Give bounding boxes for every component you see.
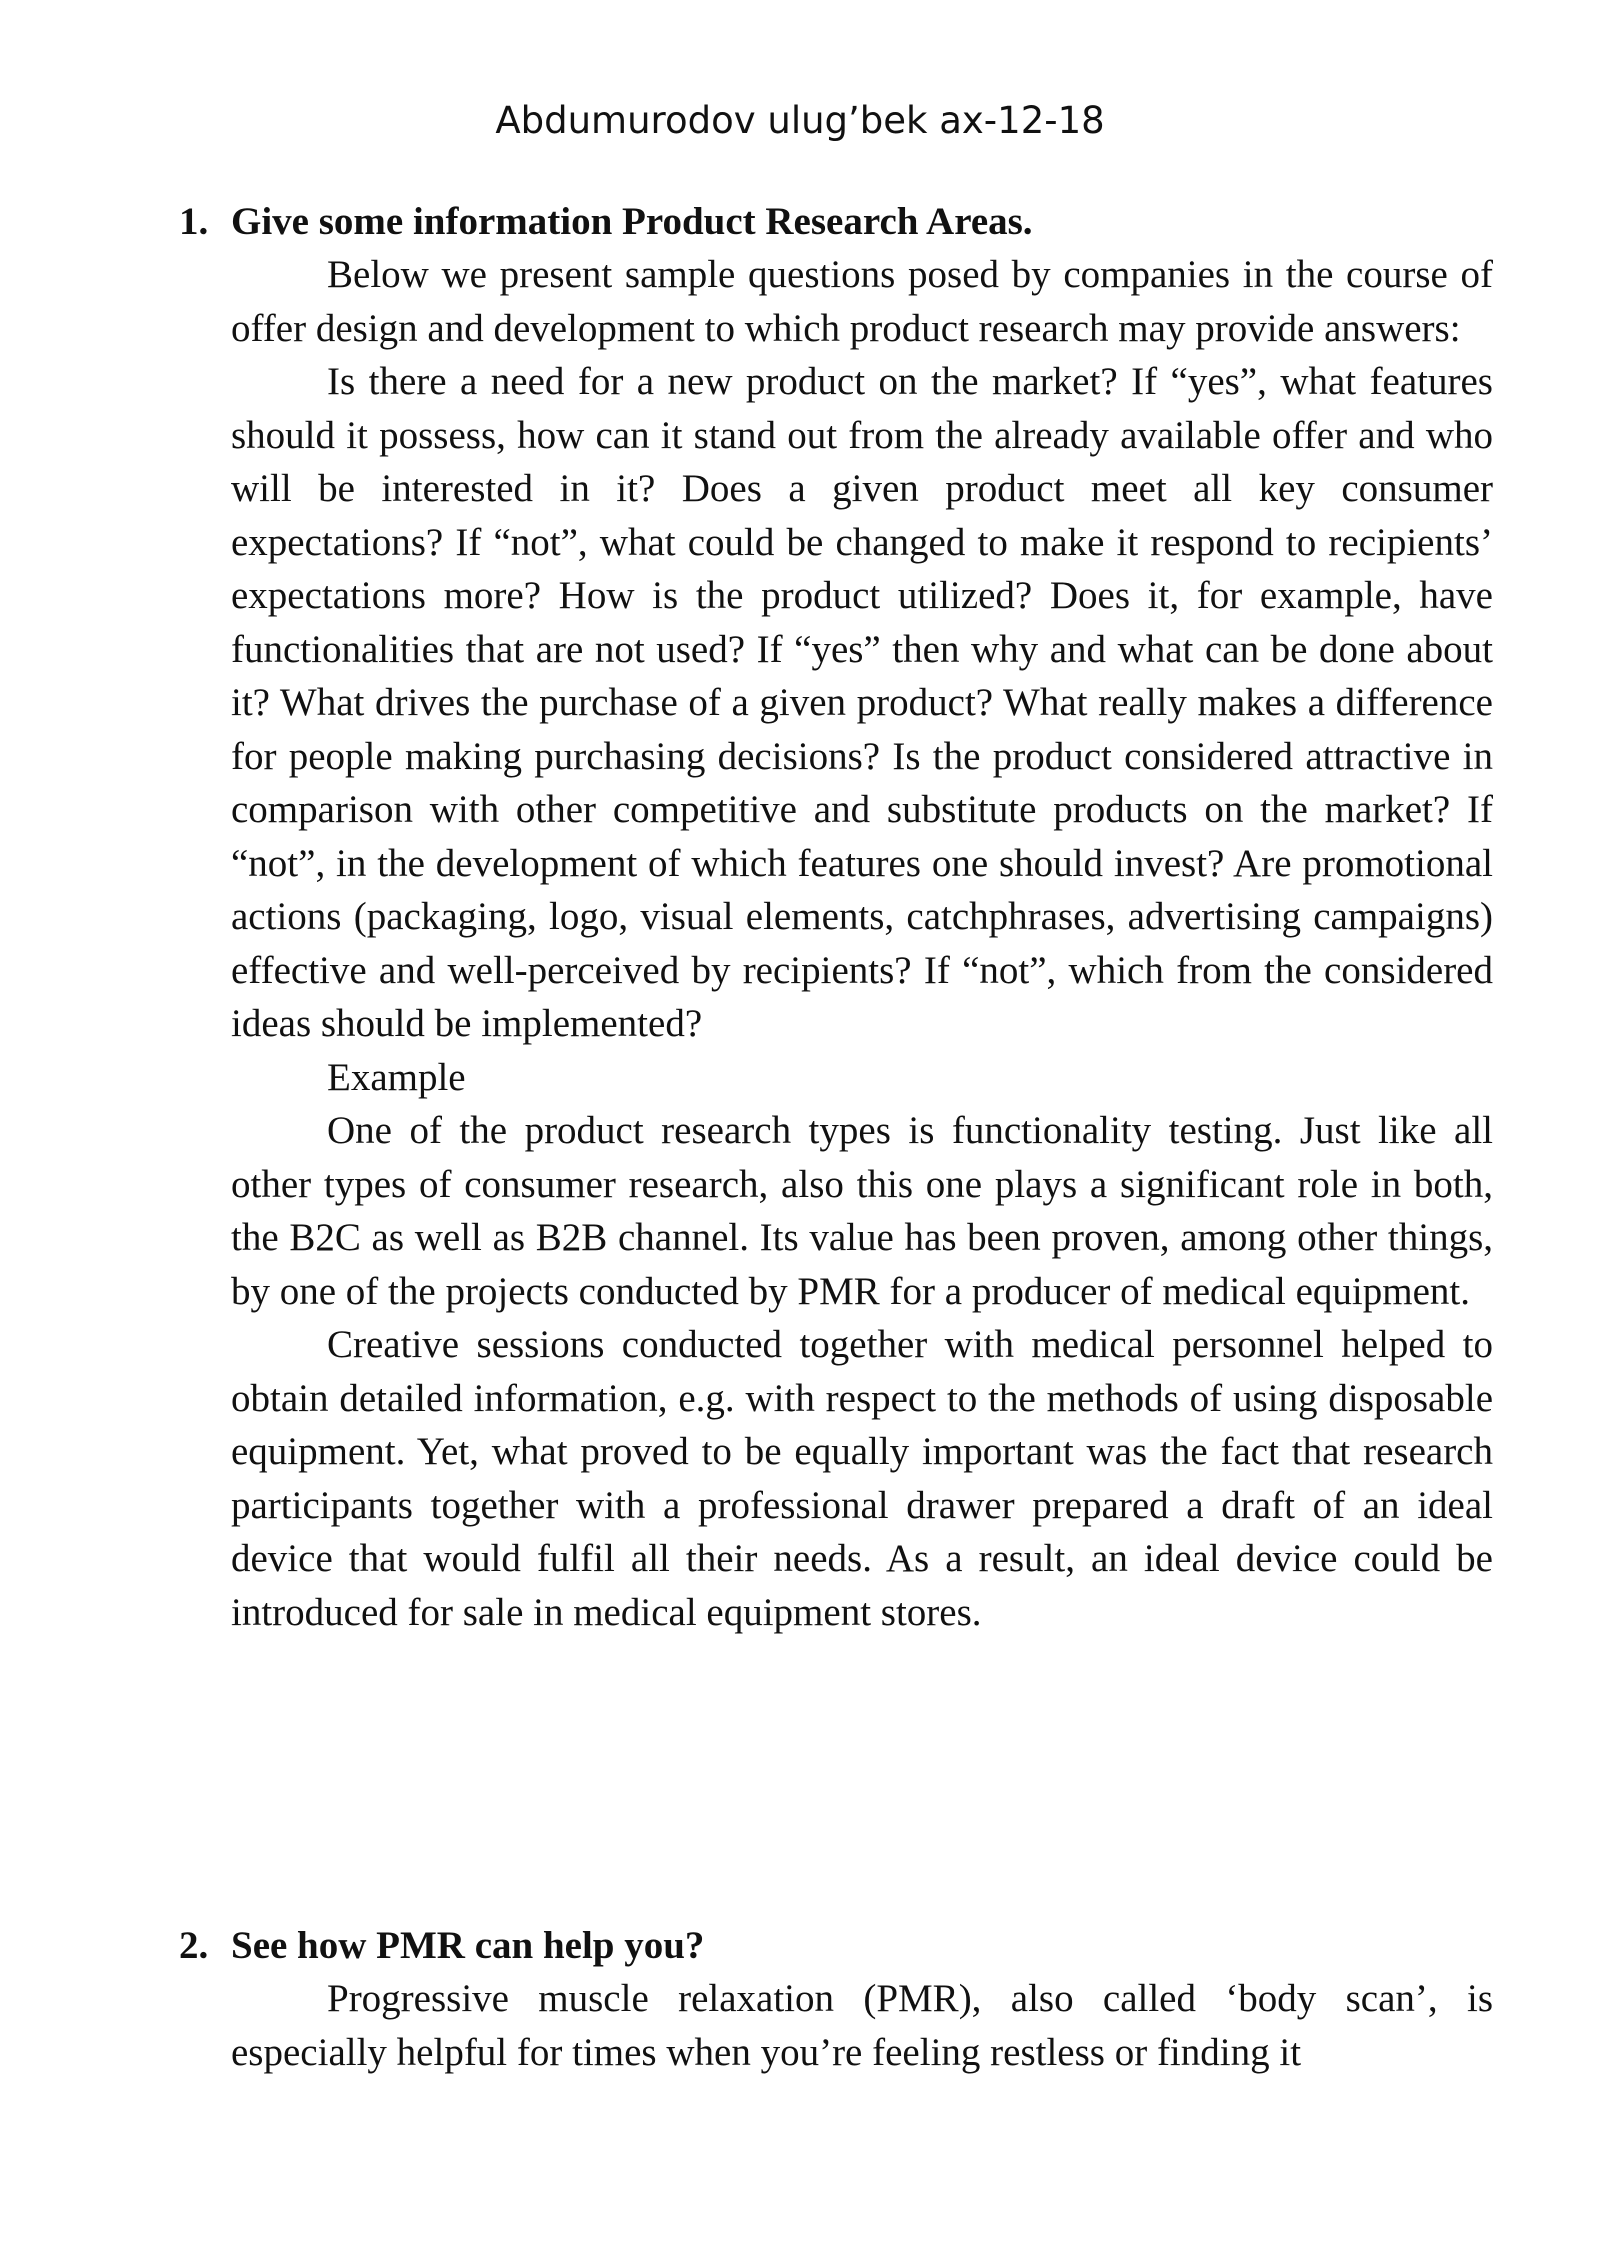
paragraph: Below we present sample questions posed by companies in the course of offer design and development to which product research may provide answers:	[231, 253, 1493, 350]
section-title: See how PMR can help you?	[231, 1924, 705, 1967]
section-2	[0, 1920, 1600, 2079]
paragraph: One of the product research types is functionality testing. Just like all other types of consumer research, also this one plays a significant role in both, the B2C as well as B2B channel. Its value has been proven, among other things, by one of the projects conducted by PMR for a producer of medical equipment.	[231, 1109, 1493, 1313]
section-number: 2.	[179, 1924, 209, 1967]
section-number: 1.	[179, 200, 209, 243]
paragraph: Example	[327, 1055, 466, 1099]
section-heading	[0, 196, 1600, 248]
paragraph: Progressive muscle relaxation (PMR), also called ‘body scan’, is especially helpful for times when you’re feeling restless or finding it	[231, 1977, 1493, 2074]
paragraph: Creative sessions conducted together with medical personnel helped to obtain detailed information, e.g. with respect to the methods of using disposable equipment. Yet, what proved to be equally important was the fact that research participants together with a professional drawer prepared a draft of an ideal device that would fulfil all their needs. As a result, an ideal device could be introduced for sale in medical equipment stores.	[231, 1323, 1493, 1634]
paragraph: Is there a need for a new product on the market? If “yes”, what features should it possess, how can it stand out from the already available offer and who will be interested in it? Does a given product meet all key consumer expectations? If “not”, what could be changed to make it respond to recipients’ expectations more? How is the product utilized? Does it, for example, have functionalities that are not used? If “yes” then why and what can be done about it? What drives the purchase of a given product? What really makes a difference for people making purchasing decisions? Is the product considered attractive in comparison with other competitive and substitute products on the market? If “not”, in the development of which features one should invest? Are promotional actions (packaging, logo, visual elements, catchphrases, advertising campaigns) effective and well-perceived by recipients? If “not”, which from the considered ideas should be implemented?	[231, 360, 1493, 1045]
section-body	[231, 1972, 1493, 2079]
section-body	[231, 248, 1493, 1639]
section-title: Give some information Product Research Areas.	[231, 200, 1033, 243]
author-header: Abdumurodov ulug’bek ax-12-18	[495, 99, 1105, 142]
section-heading	[0, 1920, 1600, 1972]
section-1	[0, 196, 1600, 1639]
